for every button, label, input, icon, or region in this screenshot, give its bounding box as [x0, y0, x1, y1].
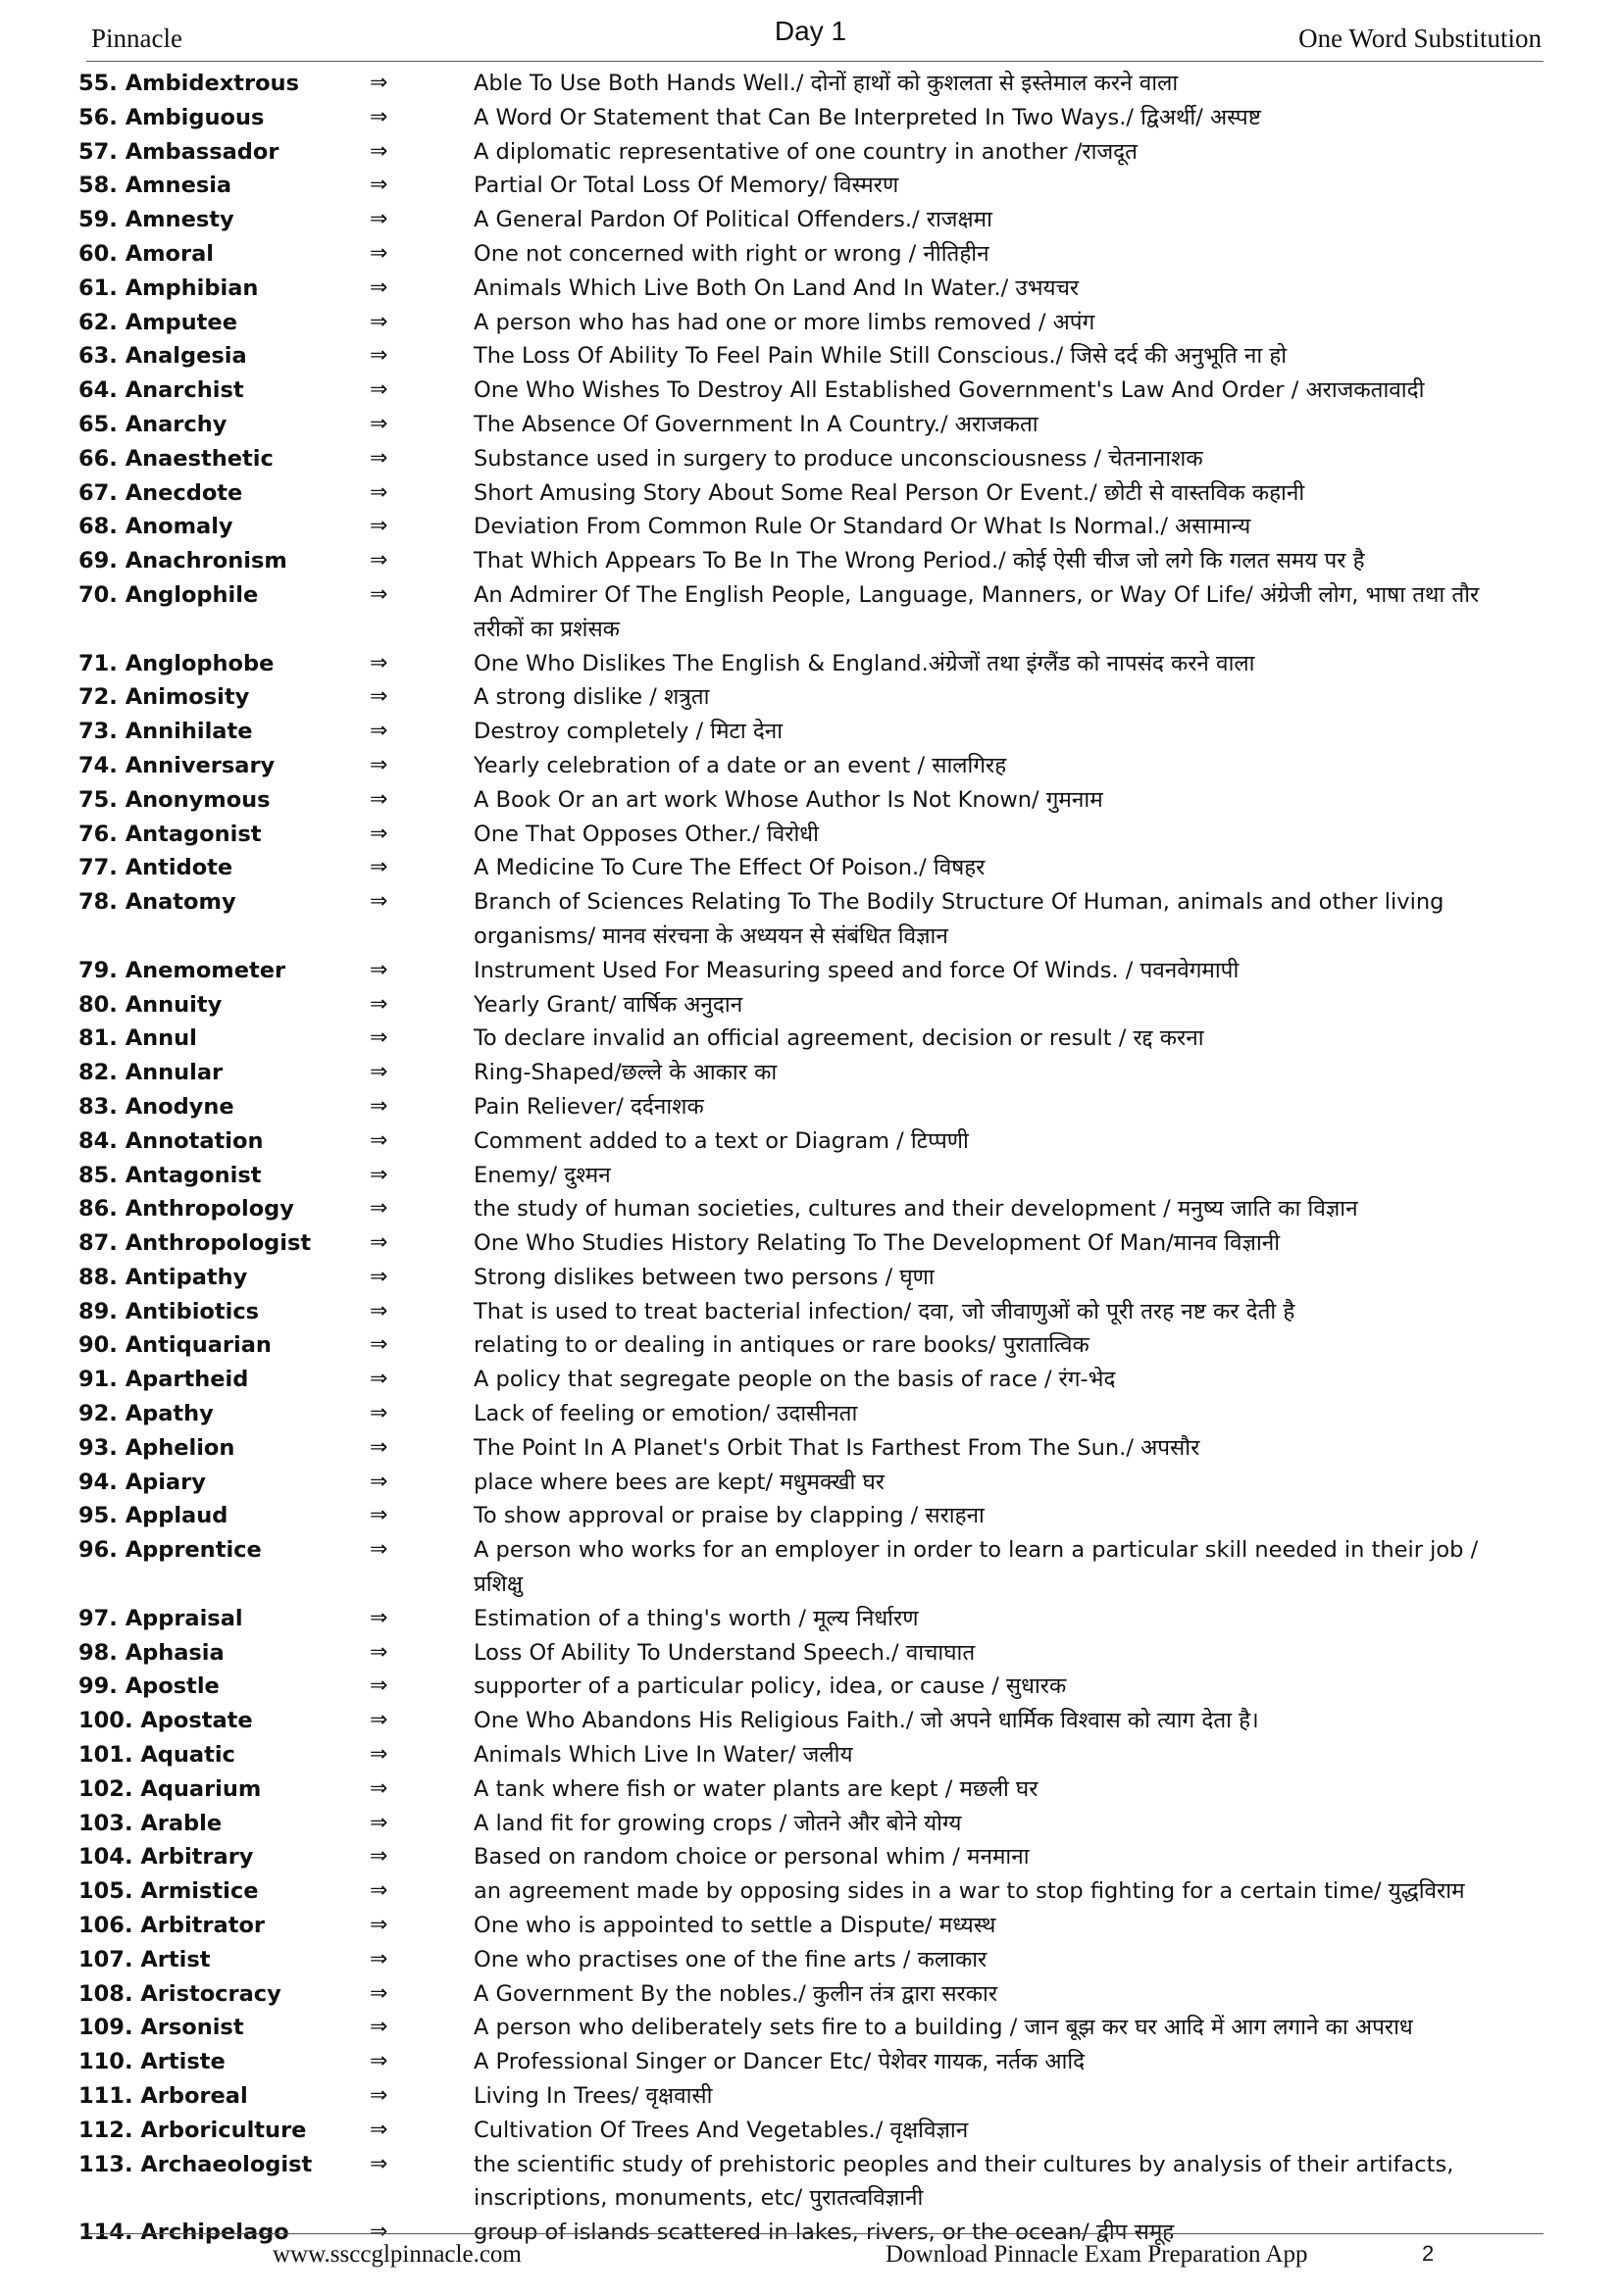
entry-term: 75. Anonymous	[78, 786, 271, 813]
entry-definition: Able To Use Both Hands Well./ दोनों हाथों को कुशलता से इस्तेमाल करने वाला	[474, 71, 1179, 96]
list-item	[0, 1602, 1621, 1636]
list-item	[0, 578, 1621, 647]
implies-arrow-icon: ⇒	[370, 2015, 388, 2040]
entry-term: 112. Arboriculture	[78, 2117, 307, 2143]
implies-arrow-icon: ⇒	[370, 2117, 388, 2142]
implies-arrow-icon: ⇒	[370, 309, 388, 334]
header-topic: One Word Substitution	[1298, 24, 1542, 53]
implies-arrow-icon: ⇒	[370, 991, 388, 1017]
list-item	[0, 1226, 1621, 1261]
list-item	[0, 1943, 1621, 1977]
implies-arrow-icon: ⇒	[370, 1298, 388, 1323]
entry-definition: One who practises one of the fine arts / कलाकार	[474, 1946, 988, 1972]
list-item	[0, 1261, 1621, 1295]
entry-definition: Yearly celebration of a date or an event / सालगिरह	[474, 752, 1007, 778]
list-item	[0, 2114, 1621, 2148]
implies-arrow-icon: ⇒	[370, 1196, 388, 1222]
list-item	[0, 339, 1621, 374]
footer-website-link[interactable]: www.ssccglpinnacle.com	[273, 2241, 522, 2268]
entry-term: 109. Arsonist	[78, 2015, 244, 2041]
list-item	[0, 1022, 1621, 1056]
list-item	[0, 1807, 1621, 1841]
entry-definition: Yearly Grant/ वार्षिक अनुदान	[474, 991, 743, 1018]
entry-definition: A person who deliberately sets fire to a building / जान बूझ कर घर आदि में आग लगाने का अपराध	[474, 2015, 1413, 2041]
entry-definition: To show approval or praise by clapping / सराहना	[474, 1503, 985, 1529]
list-item	[0, 1192, 1621, 1226]
entry-term: 81. Annul	[78, 1025, 197, 1052]
implies-arrow-icon: ⇒	[370, 2049, 388, 2074]
entry-term: 95. Applaud	[78, 1503, 228, 1529]
implies-arrow-icon: ⇒	[370, 650, 388, 675]
list-item	[0, 544, 1621, 578]
entry-definition: A Government By the nobles./ कुलीन तंत्र द्वारा सरकार	[474, 1980, 998, 2007]
list-item	[0, 203, 1621, 237]
entry-definition: One Who Abandons His Religious Faith./ जो अपने धार्मिक विश्वास को त्याग देता है।	[474, 1708, 1259, 1734]
entry-definition: Branch of Sciences Relating To The Bodily Structure Of Human, animals and other living organisms/ मानव संरचना के अध्ययन से संबंधित विज्ञान	[474, 889, 1444, 949]
list-item	[0, 1328, 1621, 1363]
list-item	[0, 272, 1621, 306]
implies-arrow-icon: ⇒	[370, 411, 388, 436]
implies-arrow-icon: ⇒	[370, 855, 388, 880]
header-brand: Pinnacle	[91, 24, 182, 53]
entry-definition: A diplomatic representative of one country in another /राजदूत	[474, 138, 1138, 165]
entry-definition: Instrument Used For Measuring speed and force Of Winds. / पवनवेगमापी	[474, 957, 1240, 983]
list-item	[0, 1704, 1621, 1738]
entry-term: 89. Antibiotics	[78, 1298, 260, 1324]
entry-term: 84. Annotation	[78, 1127, 264, 1154]
entry-definition: A Word Or Statement that Can Be Interpreted In Two Ways./ द्विअर्थी/ अस्पष्ट	[474, 104, 1261, 130]
list-item	[0, 715, 1621, 749]
entry-term: 82. Annular	[78, 1060, 224, 1086]
header-day-title: Day 1	[774, 16, 847, 46]
list-item	[0, 818, 1621, 852]
implies-arrow-icon: ⇒	[370, 684, 388, 710]
entry-term: 56. Ambiguous	[78, 104, 265, 130]
implies-arrow-icon: ⇒	[370, 2151, 388, 2176]
list-item	[0, 1159, 1621, 1193]
entry-definition: Lack of feeling or emotion/ उदासीनता	[474, 1401, 858, 1427]
entry-definition: Estimation of a thing's worth / मूल्य निर्धारण	[474, 1605, 919, 1631]
entry-term: 103. Arable	[78, 1810, 223, 1836]
page-footer	[0, 2241, 1621, 2280]
entry-term: 55. Ambidextrous	[78, 71, 299, 96]
list-item	[0, 306, 1621, 340]
list-item	[0, 1295, 1621, 1329]
entry-term: 83. Anodyne	[78, 1093, 234, 1120]
entry-definition: A General Pardon Of Political Offenders./ राजक्षमा	[474, 207, 992, 233]
entry-definition: supporter of a particular policy, idea, or cause / सुधारक	[474, 1673, 1067, 1700]
entry-term: 78. Anatomy	[78, 889, 236, 916]
entry-definition: Animals Which Live Both On Land And In Water./ उभयचर	[474, 275, 1080, 301]
list-item	[0, 647, 1621, 681]
entry-term: 98. Aphasia	[78, 1639, 225, 1666]
entry-term: 62. Amputee	[78, 309, 237, 335]
implies-arrow-icon: ⇒	[370, 104, 388, 129]
entry-definition: Ring-Shaped/छल्ले के आकार का	[474, 1060, 778, 1086]
entry-definition: A policy that segregate people on the basis of race / रंग-भेद	[474, 1367, 1116, 1393]
entry-term: 101. Aquatic	[78, 1742, 235, 1769]
page-header	[0, 0, 1621, 63]
entry-definition: One who is appointed to settle a Dispute/ मध्यस्थ	[474, 1913, 996, 1939]
list-item	[0, 1977, 1621, 2012]
entry-definition: the scientific study of prehistoric peoples and their cultures by analysis of their artifacts, inscriptions, monuments, etc/ पुरातत्वविज्ञानी	[474, 2151, 1454, 2212]
entry-term: 105. Armistice	[78, 1878, 259, 1905]
entry-definition: A Medicine To Cure The Effect Of Poison./ विषहर	[474, 855, 986, 881]
entry-term: 79. Anemometer	[78, 957, 286, 983]
entry-term: 106. Arbitrator	[78, 1913, 266, 1939]
entry-definition: Substance used in surgery to produce unconsciousness / चेतनानाशक	[474, 445, 1203, 472]
entry-term: 110. Artiste	[78, 2049, 226, 2075]
implies-arrow-icon: ⇒	[370, 479, 388, 505]
entry-definition: Enemy/ दुश्मन	[474, 1162, 611, 1188]
entry-term: 90. Antiquarian	[78, 1332, 272, 1359]
implies-arrow-icon: ⇒	[370, 1708, 388, 1733]
entry-term: 111. Arboreal	[78, 2083, 248, 2110]
implies-arrow-icon: ⇒	[370, 207, 388, 232]
implies-arrow-icon: ⇒	[370, 138, 388, 164]
implies-arrow-icon: ⇒	[370, 821, 388, 846]
entry-term: 88. Antipathy	[78, 1264, 248, 1290]
entry-term: 77. Antidote	[78, 855, 233, 881]
entry-term: 107. Artist	[78, 1946, 211, 1972]
implies-arrow-icon: ⇒	[370, 1093, 388, 1119]
entry-term: 97. Appraisal	[78, 1605, 243, 1631]
entry-definition: Pain Reliever/ दर्दनाशक	[474, 1093, 704, 1120]
list-item	[0, 680, 1621, 715]
implies-arrow-icon: ⇒	[370, 1367, 388, 1392]
entry-term: 69. Anachronism	[78, 548, 287, 574]
entry-term: 71. Anglophobe	[78, 650, 275, 676]
implies-arrow-icon: ⇒	[370, 1434, 388, 1460]
implies-arrow-icon: ⇒	[370, 957, 388, 982]
list-item	[0, 1363, 1621, 1397]
entry-term: 65. Anarchy	[78, 411, 228, 437]
entry-definition: One Who Wishes To Destroy All Established Government's Law And Order / अराजकतावादी	[474, 377, 1425, 404]
list-item	[0, 749, 1621, 783]
implies-arrow-icon: ⇒	[370, 71, 388, 95]
implies-arrow-icon: ⇒	[370, 719, 388, 744]
list-item	[0, 237, 1621, 272]
implies-arrow-icon: ⇒	[370, 1639, 388, 1665]
entry-definition: Based on random choice or personal whim / मनमाना	[474, 1844, 1030, 1871]
entry-definition: Strong dislikes between two persons / घृणा	[474, 1264, 935, 1290]
entry-term: 91. Apartheid	[78, 1367, 249, 1393]
list-item	[0, 783, 1621, 818]
list-item	[0, 2079, 1621, 2114]
entry-definition: That is used to treat bacterial infection/ दवा, जो जीवाणुओं को पूरी तरह नष्ट कर देती है	[474, 1298, 1295, 1324]
entry-definition: One Who Dislikes The English & England.अंग्रेजों तथा इंग्लैंड को नापसंद करने वाला	[474, 650, 1255, 676]
entry-definition: Comment added to a text or Diagram / टिप्पणी	[474, 1127, 969, 1154]
implies-arrow-icon: ⇒	[370, 240, 388, 266]
implies-arrow-icon: ⇒	[370, 1332, 388, 1358]
entry-term: 60. Amoral	[78, 240, 214, 267]
entry-definition: An Admirer Of The English People, Language, Manners, or Way Of Life/ अंग्रेजी लोग, भाषा तथा तौर तरीकों का प्रशंसक	[474, 581, 1480, 642]
implies-arrow-icon: ⇒	[370, 1810, 388, 1835]
entry-definition: The Point In A Planet's Orbit That Is Farthest From The Sun./ अपसौर	[474, 1434, 1200, 1461]
implies-arrow-icon: ⇒	[370, 786, 388, 812]
implies-arrow-icon: ⇒	[370, 1469, 388, 1494]
footer-app-promo: Download Pinnacle Exam Preparation App	[886, 2241, 1308, 2268]
implies-arrow-icon: ⇒	[370, 1060, 388, 1085]
implies-arrow-icon: ⇒	[370, 1230, 388, 1256]
list-item	[0, 1738, 1621, 1772]
implies-arrow-icon: ⇒	[370, 752, 388, 777]
entry-term: 85. Antagonist	[78, 1162, 262, 1188]
implies-arrow-icon: ⇒	[370, 1775, 388, 1801]
entry-definition: One not concerned with right or wrong / नीतिहीन	[474, 240, 989, 267]
entry-term: 94. Apiary	[78, 1469, 206, 1495]
list-item	[0, 885, 1621, 954]
entry-definition: an agreement made by opposing sides in a war to stop fighting for a certain time/ युद्धविराम	[474, 1878, 1465, 1905]
entry-term: 100. Apostate	[78, 1708, 253, 1734]
list-item	[0, 476, 1621, 511]
implies-arrow-icon: ⇒	[370, 1537, 388, 1563]
implies-arrow-icon: ⇒	[370, 1913, 388, 1938]
list-item	[0, 1636, 1621, 1671]
entry-term: 58. Amnesia	[78, 173, 232, 199]
list-item	[0, 954, 1621, 988]
list-item	[0, 1499, 1621, 1533]
entry-definition: A Book Or an art work Whose Author Is Not Known/ गुमनाम	[474, 786, 1103, 813]
entry-definition: Partial Or Total Loss Of Memory/ विस्मरण	[474, 173, 899, 199]
list-item	[0, 1840, 1621, 1874]
entry-term: 76. Antagonist	[78, 821, 262, 847]
list-item	[0, 1431, 1621, 1466]
entry-definition: To declare invalid an official agreement, decision or result / रद्द करना	[474, 1025, 1204, 1052]
list-item	[0, 988, 1621, 1023]
entry-term: 72. Animosity	[78, 684, 250, 711]
entry-term: 74. Anniversary	[78, 752, 276, 778]
list-item	[0, 1124, 1621, 1159]
entry-term: 92. Apathy	[78, 1401, 214, 1427]
list-item	[0, 2011, 1621, 2045]
implies-arrow-icon: ⇒	[370, 1605, 388, 1630]
entry-term: 66. Anaesthetic	[78, 445, 274, 472]
list-item	[0, 510, 1621, 544]
entry-term: 113. Archaeologist	[78, 2151, 313, 2177]
entry-definition: A land fit for growing crops / जोतने और बोने योग्य	[474, 1810, 962, 1836]
entry-definition: A strong dislike / शत्रुता	[474, 684, 710, 711]
entry-term: 61. Amphibian	[78, 275, 259, 301]
entry-definition: A person who works for an employer in order to learn a particular skill needed in their job / प्रशिक्षु	[474, 1537, 1479, 1598]
entry-definition: A Professional Singer or Dancer Etc/ पेशेवर गायक, नर्तक आदि	[474, 2049, 1086, 2075]
implies-arrow-icon: ⇒	[370, 173, 388, 198]
entry-term: 96. Apprentice	[78, 1537, 262, 1564]
list-item	[0, 1533, 1621, 1602]
list-item	[0, 1772, 1621, 1807]
entry-term: 57. Ambassador	[78, 138, 279, 165]
entry-term: 86. Anthropology	[78, 1196, 294, 1223]
list-item	[0, 442, 1621, 476]
entry-definition: Animals Which Live In Water/ जलीय	[474, 1742, 853, 1769]
entry-term: 67. Anecdote	[78, 479, 243, 506]
implies-arrow-icon: ⇒	[370, 1980, 388, 2006]
list-item	[0, 2045, 1621, 2079]
entry-definition: One That Opposes Other./ विरोधी	[474, 821, 819, 847]
implies-arrow-icon: ⇒	[370, 1025, 388, 1051]
entry-definition: group of islands scattered in lakes, rivers, or the ocean/ द्वीप समूह	[474, 2220, 1175, 2246]
implies-arrow-icon: ⇒	[370, 1844, 388, 1870]
entry-term: 104. Arbitrary	[78, 1844, 254, 1871]
entry-definition: The Absence Of Government In A Country./ अराजकता	[474, 411, 1038, 437]
implies-arrow-icon: ⇒	[370, 1878, 388, 1904]
list-item	[0, 1397, 1621, 1431]
entry-term: 99. Apostle	[78, 1673, 220, 1700]
implies-arrow-icon: ⇒	[370, 275, 388, 300]
implies-arrow-icon: ⇒	[370, 445, 388, 471]
list-item	[0, 851, 1621, 885]
list-item	[0, 101, 1621, 135]
list-item	[0, 1466, 1621, 1500]
implies-arrow-icon: ⇒	[370, 1673, 388, 1699]
list-item	[0, 408, 1621, 442]
entry-definition: relating to or dealing in antiques or rare books/ पुरातात्विक	[474, 1332, 1089, 1359]
entry-definition: A tank where fish or water plants are kept / मछली घर	[474, 1775, 1038, 1802]
entry-term: 63. Analgesia	[78, 343, 247, 370]
entry-term: 73. Annihilate	[78, 719, 253, 745]
list-item	[0, 135, 1621, 170]
list-item	[0, 1909, 1621, 1943]
entry-definition: A person who has had one or more limbs removed / अपंग	[474, 309, 1095, 335]
entry-definition: Cultivation Of Trees And Vegetables./ वृक्षविज्ञान	[474, 2117, 969, 2143]
list-item	[0, 2148, 1621, 2217]
list-item	[0, 374, 1621, 408]
implies-arrow-icon: ⇒	[370, 1264, 388, 1289]
entry-definition: place where bees are kept/ मधुमक्खी घर	[474, 1469, 885, 1495]
entry-term: 68. Anomaly	[78, 514, 233, 540]
implies-arrow-icon: ⇒	[370, 548, 388, 574]
list-item	[0, 1670, 1621, 1704]
footer-divider	[86, 2233, 1544, 2234]
entry-definition: Loss Of Ability To Understand Speech./ वाचाघात	[474, 1639, 976, 1666]
implies-arrow-icon: ⇒	[370, 1162, 388, 1187]
entry-term: 93. Aphelion	[78, 1434, 235, 1461]
entry-term: 64. Anarchist	[78, 377, 244, 404]
entry-definition: That Which Appears To Be In The Wrong Period./ कोई ऐसी चीज जो लगे कि गलत समय पर है	[474, 548, 1365, 574]
header-divider	[86, 61, 1544, 62]
implies-arrow-icon: ⇒	[370, 889, 388, 915]
implies-arrow-icon: ⇒	[370, 581, 388, 607]
implies-arrow-icon: ⇒	[370, 1946, 388, 1972]
list-item	[0, 1874, 1621, 1909]
entry-term: 102. Aquarium	[78, 1775, 262, 1802]
word-list	[0, 67, 1621, 2250]
list-item	[0, 1056, 1621, 1090]
implies-arrow-icon: ⇒	[370, 1503, 388, 1528]
entry-term: 108. Aristocracy	[78, 1980, 281, 2007]
page-number: 2	[1422, 2241, 1435, 2266]
implies-arrow-icon: ⇒	[370, 1401, 388, 1426]
entry-term: 59. Amnesty	[78, 207, 234, 233]
entry-definition: Destroy completely / मिटा देना	[474, 719, 784, 745]
list-item	[0, 169, 1621, 203]
list-item	[0, 1090, 1621, 1124]
implies-arrow-icon: ⇒	[370, 377, 388, 403]
entry-term: 80. Annuity	[78, 991, 223, 1018]
implies-arrow-icon: ⇒	[370, 2220, 388, 2245]
entry-definition: Deviation From Common Rule Or Standard Or What Is Normal./ असामान्य	[474, 514, 1251, 540]
entry-definition: Short Amusing Story About Some Real Person Or Event./ छोटी से वास्तविक कहानी	[474, 479, 1305, 506]
implies-arrow-icon: ⇒	[370, 1742, 388, 1768]
entry-term: 70. Anglophile	[78, 581, 259, 608]
implies-arrow-icon: ⇒	[370, 1127, 388, 1153]
implies-arrow-icon: ⇒	[370, 343, 388, 369]
entry-definition: the study of human societies, cultures and their development / मनुष्य जाति का विज्ञान	[474, 1196, 1358, 1223]
entry-definition: One Who Studies History Relating To The Development Of Man/मानव विज्ञानी	[474, 1230, 1281, 1257]
entry-term: 87. Anthropologist	[78, 1230, 312, 1257]
entry-definition: Living In Trees/ वृक्षवासी	[474, 2083, 713, 2110]
entry-term: 114. Archipelago	[78, 2220, 289, 2246]
entry-definition: The Loss Of Ability To Feel Pain While Still Conscious./ जिसे दर्द की अनुभूति ना हो	[474, 343, 1288, 370]
implies-arrow-icon: ⇒	[370, 514, 388, 539]
list-item	[0, 67, 1621, 101]
implies-arrow-icon: ⇒	[370, 2083, 388, 2109]
